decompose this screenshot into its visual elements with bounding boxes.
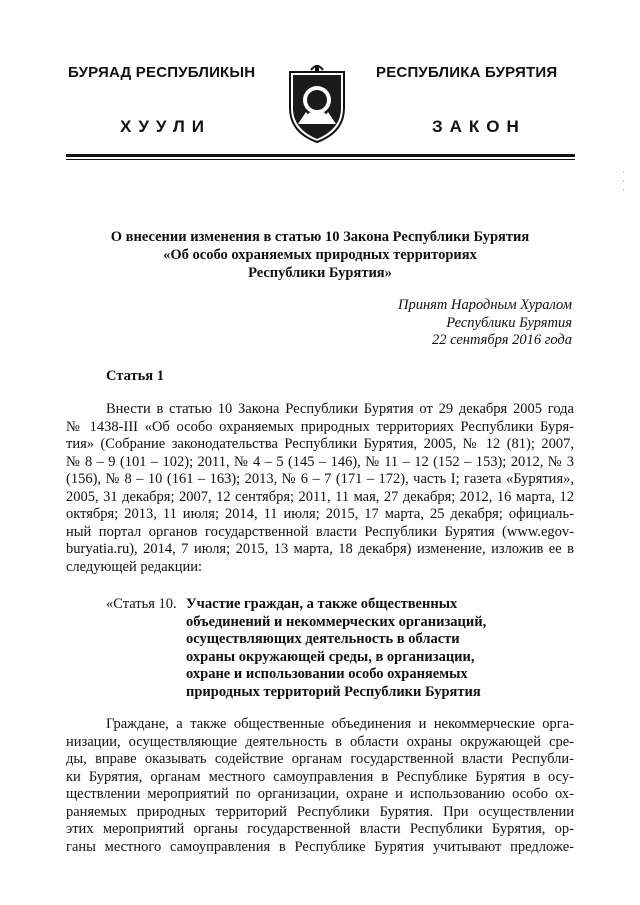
coat-of-arms-icon [286,62,348,144]
adoption-line: 22 сентября 2016 года [431,332,572,348]
header-left-top: БУРЯАД РЕСПУБЛИКЫН [68,64,256,81]
paragraph-line: раняемых природных территорий Республики Бурятия. При осуществлении [66,803,574,820]
law-title [60,228,580,282]
quoted-title-line: объединений и некоммерческих организаций, [186,613,487,630]
paragraph-line: низации, осуществляющие деятельность в области охраны окружающей сре- [66,733,574,750]
paragraph-line: buryatia.ru), 2014, 7 июля; 2015, 13 марта, 18 декабря) изменение, изложив ее в [66,541,574,557]
header-right-top: РЕСПУБЛИКА БУРЯТИЯ [376,64,558,81]
paragraph-line: тия» (Собрание законодательства Республики Бурятия, 2005, № 12 (81); 2007, [66,436,574,452]
paragraph-line: 2005, 31 декабря; 2007, 12 сентября; 2011, 11 мая, 27 декабря; 2012, 16 марта, 12 [66,488,574,505]
adoption-line: Республики Бурятия [446,314,572,331]
article-paragraph-1 [66,401,574,576]
paragraph-line: (156), № 8 – 10 (161 – 163); 2013, № 6 – 7 (171 – 172), часть I; газета «Бурятия», [66,471,574,487]
margin-mark: · · · [622,168,625,195]
paragraph-line: № 8 – 9 (101 – 102); 2011, № 4 – 5 (145 – 146), № 11 – 12 (152 – 153); 2012, № 3 [66,453,574,470]
paragraph-line: следующей редакции: [66,558,203,575]
paragraph-line: ный портал органов государственной власти Республики Бурятия (www.egov- [66,523,574,540]
paragraph-line: Граждане, а также общественные объединения и некоммерческие орга- [106,716,574,732]
quoted-title-line: охраны окружающей среды, в организации, [186,648,475,665]
paragraph-line: ды, вправе оказывать содействие органам государственной власти Республи- [66,751,574,767]
paragraph-line: ществлении мероприятий по организации, охране и использованию особо ох- [66,786,574,802]
quoted-article-title [186,596,486,701]
article-paragraph-2 [66,716,574,856]
paragraph-line: октября; 2013, 11 июля; 2014, 11 июля; 2015, 17 марта, 25 декабря; официаль- [66,506,574,522]
paragraph-line: Внести в статью 10 Закона Республики Бурятия от 29 декабря 2005 года [106,401,574,417]
quoted-title-line: природных территорий Республики Бурятия [186,683,481,700]
quoted-article-prefix: «Статья 10. [106,596,177,612]
title-line: О внесении изменения в статью 10 Закона Республики Бурятия [110,229,530,245]
paragraph-line: этих мероприятий органы государственной власти Республики Бурятия, ор- [66,821,574,837]
paragraph-line: ганы местного самоуправления в Республике Бурятия учитывают предложе- [66,838,574,855]
adoption-block [398,297,572,350]
title-line: Республики Бурятия» [248,265,392,281]
header-left-bottom: ХУУЛИ [120,117,211,136]
adoption-line: Принят Народным Хуралом [397,297,572,313]
paragraph-line: ки Бурятия, органам местного самоуправления в Республике Бурятия в осу- [66,768,574,785]
title-line: «Об особо охраняемых природных территориях [163,247,477,263]
quoted-title-line: осуществляющих деятельность в области [186,631,460,647]
header-right-bottom: ЗАКОН [432,117,526,136]
header-rule-thin [66,159,575,160]
article-heading: Статья 1 [106,368,164,384]
quoted-title-line: Участие граждан, а также общественных [186,596,458,612]
header-rule-thick [66,154,575,157]
quoted-title-line: охране и использовании особо охраняемых [186,666,468,682]
paragraph-line: № 1438-III «Об особо охраняемых природных территориях Республики Буря- [66,418,574,435]
